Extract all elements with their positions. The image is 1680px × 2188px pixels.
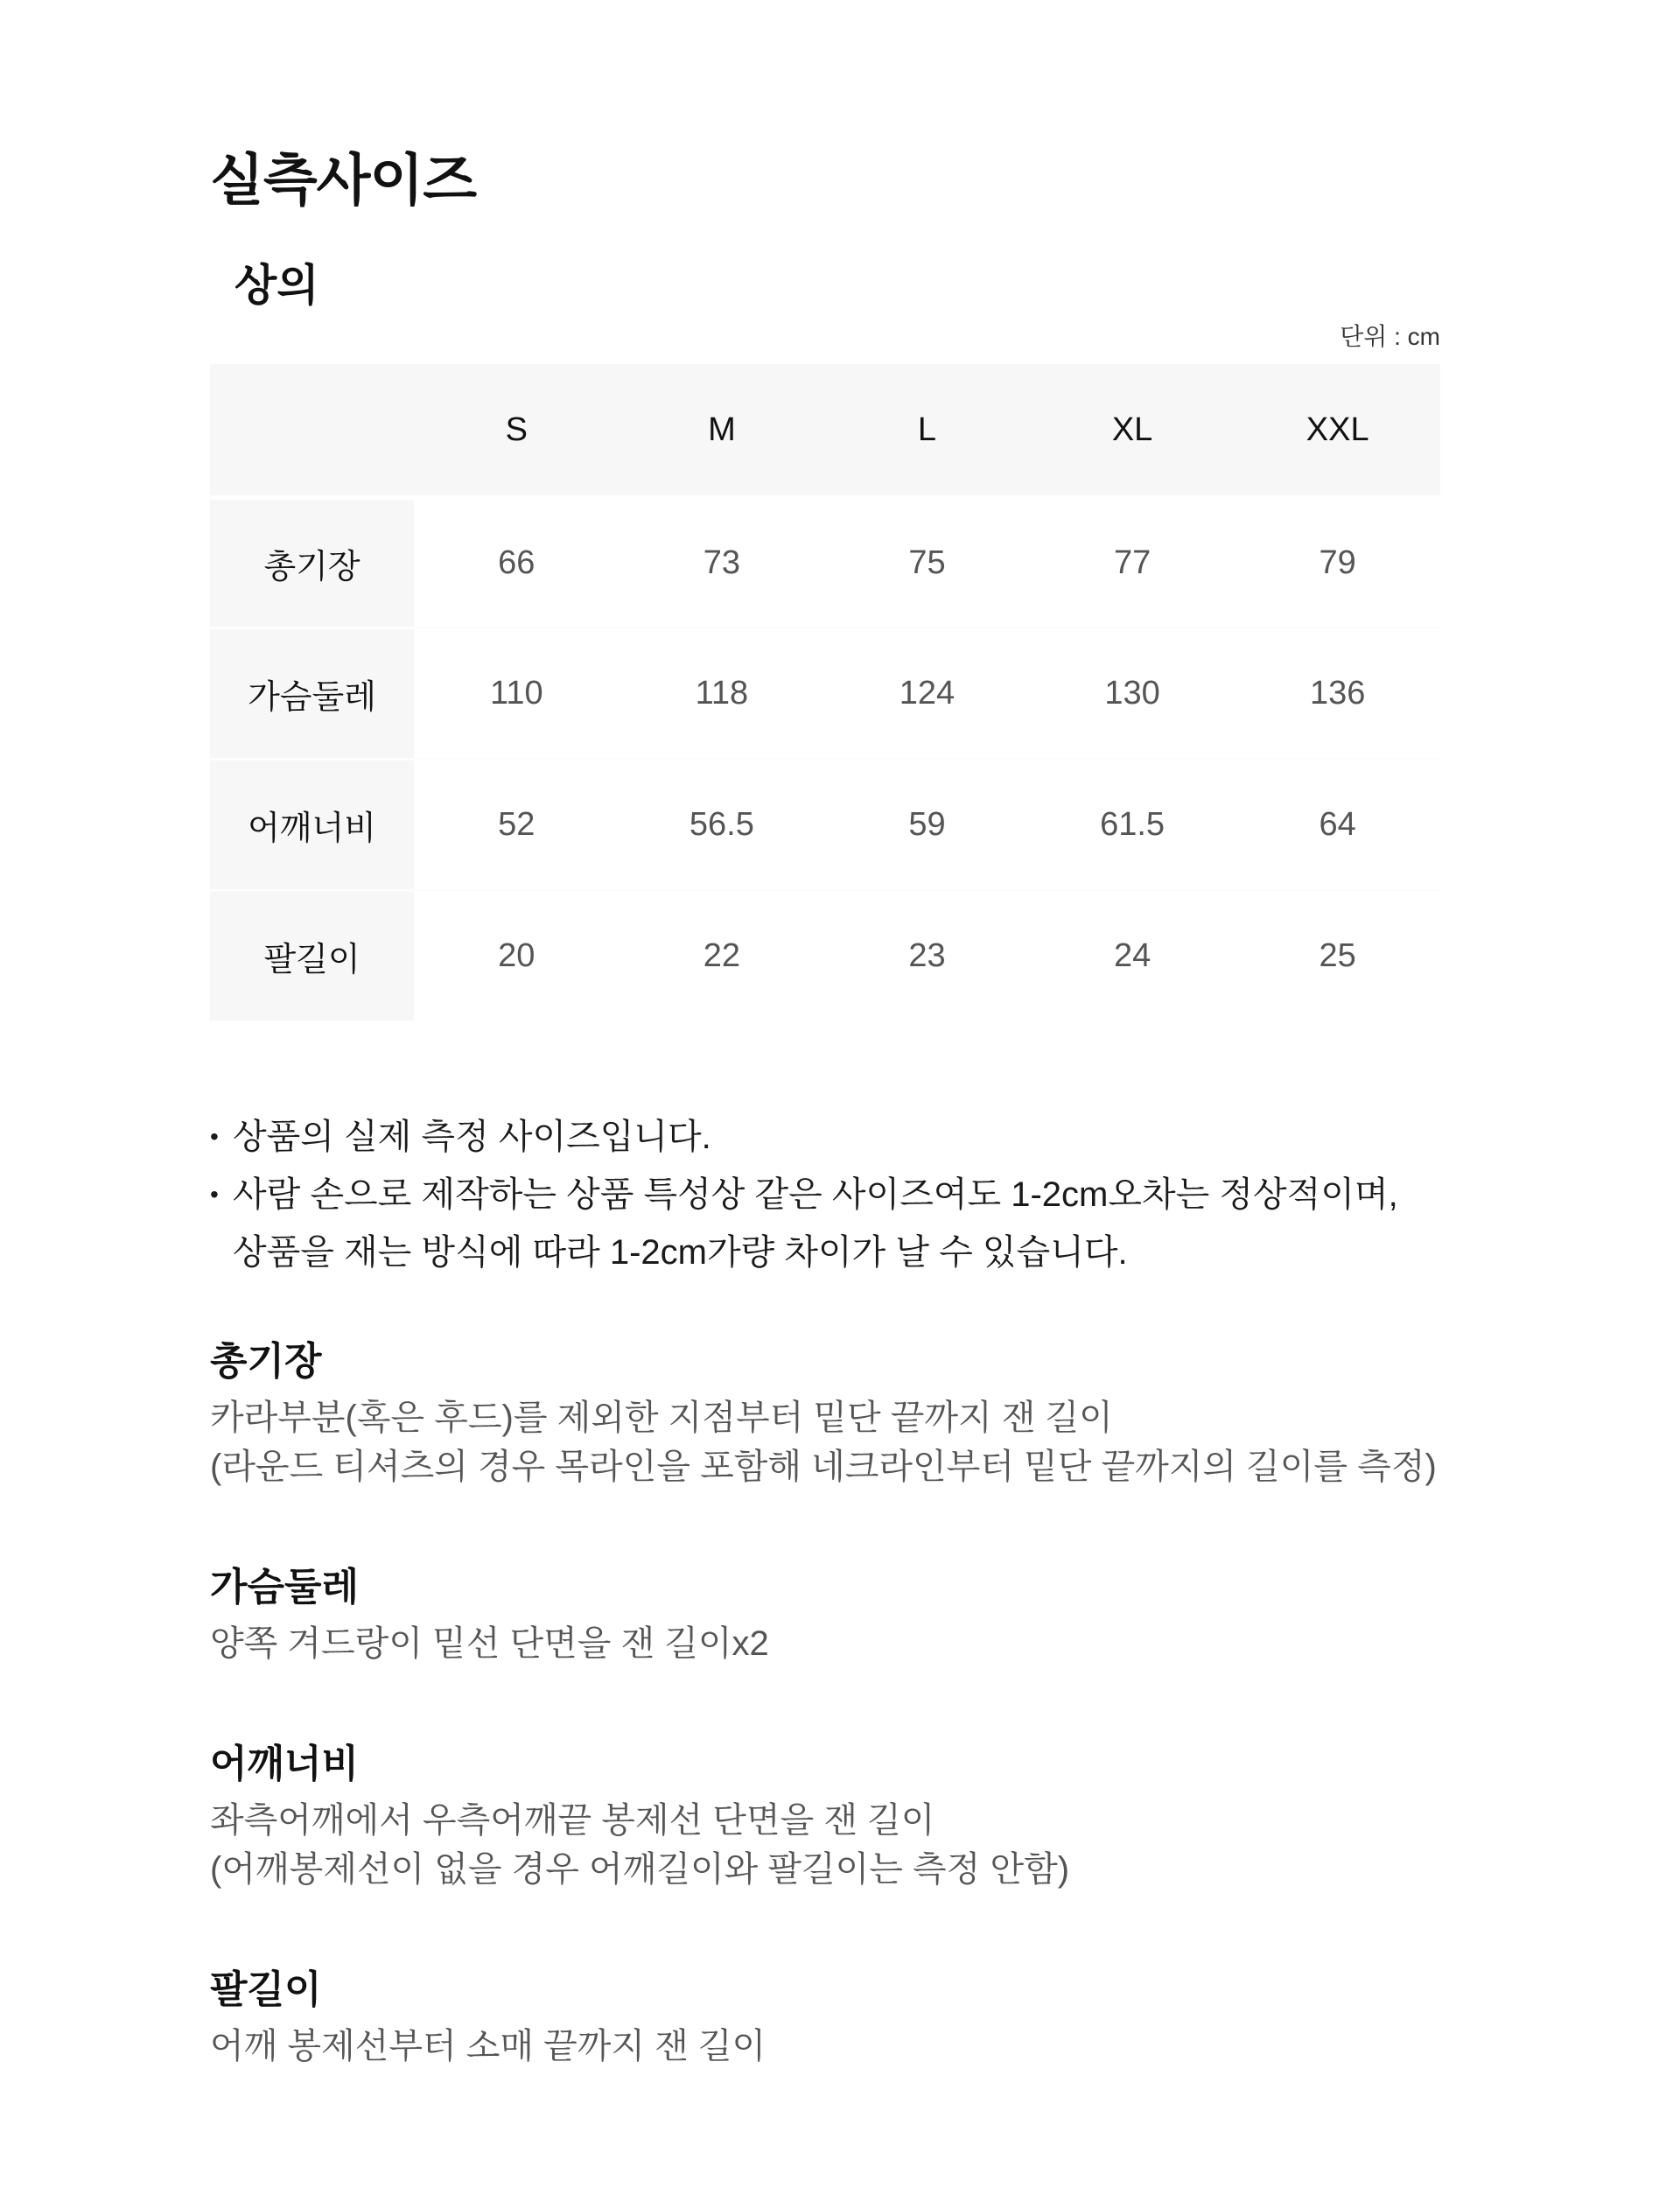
- size-table-header-row: [210, 364, 1440, 495]
- cell-sleeve-s: 20: [414, 889, 620, 1020]
- notes-list: [210, 1108, 1440, 1281]
- measurement-guides: [210, 1339, 1440, 2071]
- guide-term: 가슴둘레: [210, 1566, 360, 1609]
- row-label-total-length: 총기장: [210, 495, 414, 627]
- row-label-shoulder: 어깨너비: [210, 758, 414, 889]
- row-label-sleeve: 팔길이: [210, 889, 414, 1020]
- size-column-header-m: M: [620, 364, 825, 495]
- note-text: 사람 손으로 제작하는 상품 특성상 같은 사이즈여도 1-2cm오차는 정상적이며,: [233, 1175, 1398, 1214]
- guide-description-line: 좌측어깨에서 우측어깨끝 봉제선 단면을 잰 길이: [210, 1801, 935, 1840]
- cell-chest-m: 118: [620, 627, 825, 758]
- cell-total-length-xl: 77: [1030, 495, 1236, 627]
- cell-shoulder-xxl: 64: [1235, 758, 1440, 889]
- table-row-total-length: [210, 495, 1440, 627]
- guide-total-length: [210, 1339, 1440, 1491]
- size-table-corner-cell: [210, 364, 414, 495]
- guide-description-line: 카라부분(혹은 후드)를 제외한 지점부터 밑단 끝까지 잰 길이: [210, 1399, 1113, 1437]
- size-column-header-s: S: [414, 364, 620, 495]
- table-row-chest: [210, 627, 1440, 758]
- bullet-dot-icon: •: [210, 1123, 219, 1150]
- cell-chest-xl: 130: [1030, 627, 1236, 758]
- cell-sleeve-m: 22: [620, 889, 825, 1020]
- cell-shoulder-m: 56.5: [620, 758, 825, 889]
- cell-total-length-s: 66: [414, 495, 620, 627]
- guide-description: [210, 1796, 1440, 1894]
- bullet-dot-icon: •: [210, 1181, 219, 1208]
- cell-shoulder-l: 59: [824, 758, 1030, 889]
- note-text: 상품을 재는 방식에 따라 1-2cm가량 차이가 날 수 있습니다.: [233, 1233, 1128, 1272]
- guide-description-line: 양쪽 겨드랑이 밑선 단면을 잰 길이x2: [210, 1624, 769, 1663]
- note-text: 상품의 실제 측정 사이즈입니다.: [233, 1118, 711, 1156]
- cell-total-length-xxl: 79: [1235, 495, 1440, 627]
- cell-sleeve-l: 23: [824, 889, 1030, 1020]
- guide-description: [210, 1619, 1440, 1668]
- size-table: [210, 364, 1440, 1020]
- cell-shoulder-s: 52: [414, 758, 620, 889]
- cell-chest-xxl: 136: [1235, 627, 1440, 758]
- cell-chest-s: 110: [414, 627, 620, 758]
- guide-term: 어깨너비: [210, 1743, 360, 1785]
- guide-description: [210, 1393, 1440, 1491]
- table-row-shoulder: [210, 758, 1440, 889]
- cell-sleeve-xxl: 25: [1235, 889, 1440, 1020]
- table-row-sleeve: [210, 889, 1440, 1020]
- size-column-header-xl: XL: [1030, 364, 1236, 495]
- guide-term: 총기장: [210, 1340, 322, 1383]
- row-label-chest: 가슴둘레: [210, 627, 414, 758]
- list-item: [210, 1166, 1440, 1224]
- list-item: [210, 1108, 1440, 1166]
- guide-description-subline: (어깨봉제선이 없을 경우 어깨길이와 팔길이는 측정 안함): [210, 1850, 1070, 1889]
- cell-shoulder-xl: 61.5: [1030, 758, 1236, 889]
- cell-total-length-m: 73: [620, 495, 825, 627]
- list-item-continuation: [210, 1224, 1440, 1281]
- guide-sleeve: [210, 1967, 1440, 2071]
- cell-total-length-l: 75: [824, 495, 1030, 627]
- guide-shoulder: [210, 1742, 1440, 1894]
- guide-chest: [210, 1565, 1440, 1668]
- size-column-header-l: L: [824, 364, 1030, 495]
- unit-label: 단위 : cm: [1340, 323, 1440, 350]
- cell-chest-l: 124: [824, 627, 1030, 758]
- category-title-tops: 상의: [234, 261, 319, 310]
- size-column-header-xxl: XXL: [1235, 364, 1440, 495]
- guide-term: 팔길이: [210, 1968, 322, 2011]
- guide-description-subline: (라운드 티셔츠의 경우 목라인을 포함해 네크라인부터 밑단 끝까지의 길이를 측정): [210, 1448, 1437, 1486]
- guide-description-line: 어깨 봉제선부터 소매 끝까지 잰 길이: [210, 2027, 766, 2065]
- cell-sleeve-xl: 24: [1030, 889, 1236, 1020]
- page-title: 실측사이즈: [210, 149, 477, 212]
- guide-description: [210, 2022, 1440, 2071]
